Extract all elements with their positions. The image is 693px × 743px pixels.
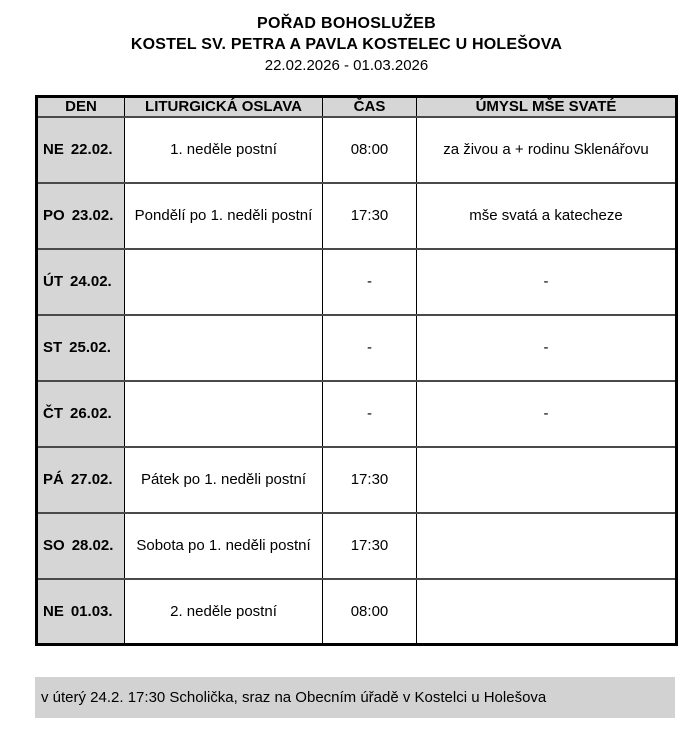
table-row — [37, 315, 677, 381]
day-cell — [37, 381, 125, 447]
schedule-table — [35, 95, 678, 646]
intention-cell: za živou a + rodinu Sklenářovu — [417, 117, 677, 183]
page-subtitle: KOSTEL SV. PETRA A PAVLA KOSTELEC U HOLEŠOVA — [130, 36, 563, 53]
day-cell — [37, 513, 125, 579]
day-abbr: ÚT — [43, 273, 63, 290]
day-date: 23.02. — [71, 207, 114, 224]
table-row — [37, 381, 677, 447]
celebration-cell — [125, 381, 323, 447]
intention-cell — [417, 513, 677, 579]
table-row — [37, 447, 677, 513]
table-row — [37, 579, 677, 645]
day-cell — [37, 249, 125, 315]
footer-note-text: v úterý 24.2. 17:30 Scholička, sraz na Obecním úřadě v Kostelci u Holešova — [41, 689, 547, 706]
time-cell: 17:30 — [323, 447, 417, 513]
day-date: 22.02. — [70, 141, 113, 158]
header-time: ČAS — [323, 97, 417, 117]
day-date: 24.02. — [70, 273, 112, 290]
day-date: 25.02. — [69, 339, 111, 356]
page-title: POŘAD BOHOSLUŽEB — [256, 15, 437, 32]
day-cell — [37, 315, 125, 381]
celebration-cell — [125, 315, 323, 381]
footer-note — [35, 677, 675, 718]
day-cell — [37, 183, 125, 249]
time-cell: 08:00 — [323, 579, 417, 645]
celebration-cell: 1. neděle postní — [125, 117, 323, 183]
intention-cell: mše svatá a katecheze — [417, 183, 677, 249]
table-row — [37, 117, 677, 183]
date-range: 22.02.2026 - 01.03.2026 — [264, 57, 429, 74]
intention-cell: - — [417, 315, 677, 381]
day-abbr: PO — [43, 207, 65, 224]
day-cell — [37, 117, 125, 183]
time-cell: - — [323, 249, 417, 315]
celebration-cell — [125, 249, 323, 315]
day-abbr: NE — [43, 602, 64, 620]
celebration-cell: Pondělí po 1. neděli postní — [125, 183, 323, 249]
intention-cell: - — [417, 381, 677, 447]
header-day: DEN — [37, 97, 125, 117]
table-row — [37, 183, 677, 249]
time-cell: 17:30 — [323, 513, 417, 579]
day-abbr: ČT — [43, 405, 63, 422]
table-row — [37, 249, 677, 315]
header-celebration: LITURGICKÁ OSLAVA — [125, 97, 323, 117]
intention-cell — [417, 579, 677, 645]
day-abbr: PÁ — [43, 471, 64, 488]
day-abbr: ST — [43, 339, 63, 356]
intention-cell — [417, 447, 677, 513]
time-cell: 17:30 — [323, 183, 417, 249]
time-cell: 08:00 — [323, 117, 417, 183]
time-cell: - — [323, 315, 417, 381]
day-date: 28.02. — [71, 537, 114, 554]
time-cell: - — [323, 381, 417, 447]
document-heading — [0, 13, 693, 76]
celebration-cell: 2. neděle postní — [125, 579, 323, 645]
day-abbr: NE — [43, 141, 64, 158]
day-cell — [37, 579, 125, 645]
day-date: 27.02. — [70, 471, 113, 488]
intention-cell: - — [417, 249, 677, 315]
day-date: 26.02. — [70, 405, 112, 422]
celebration-cell: Pátek po 1. neděli postní — [125, 447, 323, 513]
day-date: 01.03. — [70, 602, 113, 620]
header-intention: ÚMYSL MŠE SVATÉ — [417, 97, 677, 117]
day-cell — [37, 447, 125, 513]
day-abbr: SO — [43, 537, 65, 554]
celebration-cell: Sobota po 1. neděli postní — [125, 513, 323, 579]
table-header-row — [37, 97, 677, 117]
table-row — [37, 513, 677, 579]
